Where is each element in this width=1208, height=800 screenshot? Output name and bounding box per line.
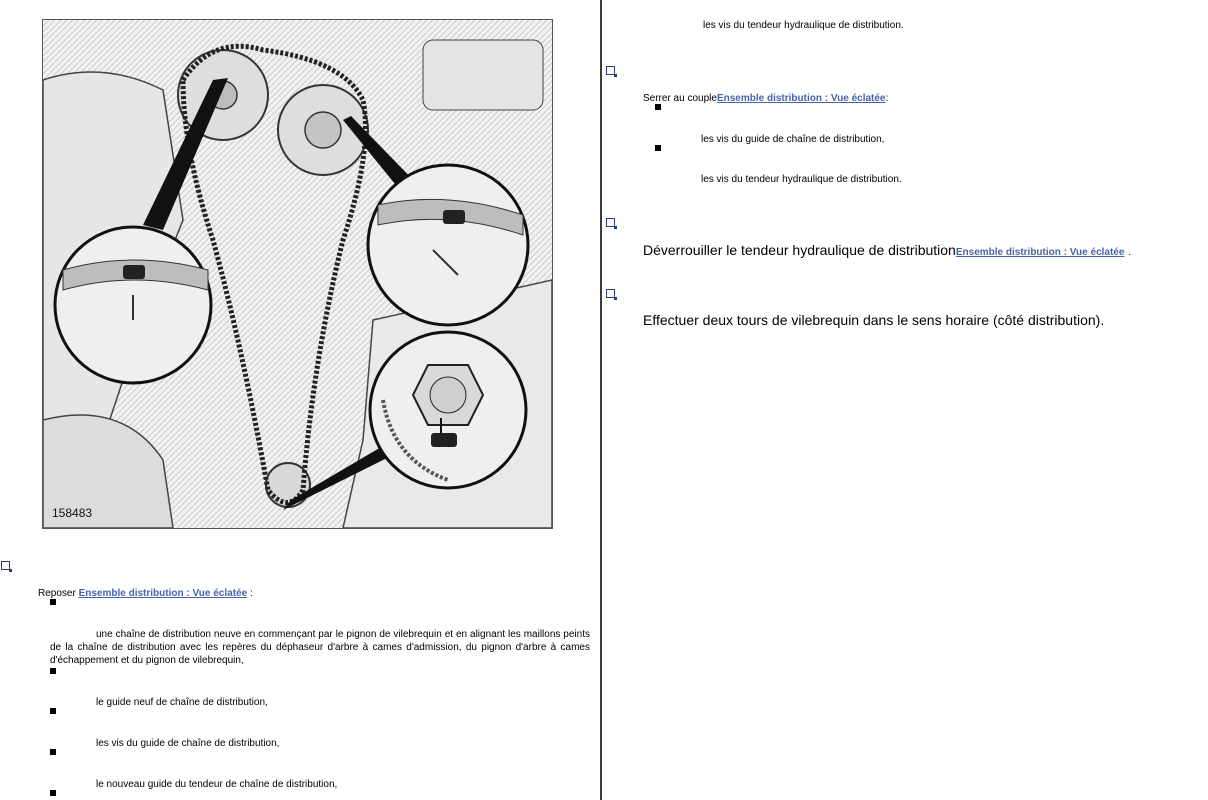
bullet-square	[50, 790, 56, 796]
figure-number: 158483	[52, 506, 93, 520]
engine-illustration	[43, 20, 552, 528]
list-item: les vis du guide de chaîne de distribution,	[96, 738, 280, 749]
list-item: le guide neuf de chaîne de distribution,	[96, 697, 268, 708]
bullet-square	[50, 668, 56, 674]
serrer-prefix: Serrer au couple	[643, 93, 717, 104]
serrer-line	[643, 92, 888, 105]
serrer-link[interactable]: Ensemble distribution : Vue éclatée	[716, 93, 886, 104]
effectuer-text: Effectuer deux tours de vilebrequin dans le sens horaire (côté distribution).	[643, 312, 1105, 328]
bullet-square	[655, 145, 661, 151]
bullet-square	[50, 599, 56, 605]
bullet-square	[655, 104, 661, 110]
step-checkbox-deverrouiller[interactable]	[606, 218, 615, 227]
bullet-square	[50, 708, 56, 714]
list-item: une chaîne de distribution neuve en commençant par le pignon de vilebrequin et en alignant les maillons peints de la chaîne de distribution avec les repères du déphaseur d'arbre à cames d'admission, du pignon d'arbre à cames d'échappement et du pignon de vilebrequin,	[50, 629, 590, 666]
column-divider	[600, 0, 602, 800]
serrer-suffix: :	[885, 93, 889, 104]
step-checkbox-serrer[interactable]	[606, 66, 615, 75]
step-checkbox-reposer[interactable]	[1, 561, 10, 570]
deverrouiller-suffix: .	[1128, 247, 1132, 258]
reposer-link[interactable]: Ensemble distribution : Vue éclatée	[78, 588, 248, 599]
bullet-square	[50, 749, 56, 755]
serrer-item: les vis du guide de chaîne de distribution,	[701, 134, 885, 145]
step-checkbox-effectuer[interactable]	[606, 289, 615, 298]
top-text: les vis du tendeur hydraulique de distribution.	[703, 20, 904, 31]
deverrouiller-text: Déverrouiller le tendeur hydraulique de distribution	[643, 242, 956, 258]
reposer-prefix: Reposer	[38, 588, 76, 599]
serrer-item: les vis du tendeur hydraulique de distribution.	[701, 174, 902, 185]
timing-chain-figure	[42, 19, 553, 529]
reposer-line	[38, 587, 253, 600]
deverrouiller-line	[643, 241, 1131, 262]
list-item: le nouveau guide du tendeur de chaîne de distribution,	[96, 779, 338, 790]
deverrouiller-link[interactable]: Ensemble distribution : Vue éclatée	[955, 247, 1125, 258]
reposer-suffix: :	[249, 588, 253, 599]
